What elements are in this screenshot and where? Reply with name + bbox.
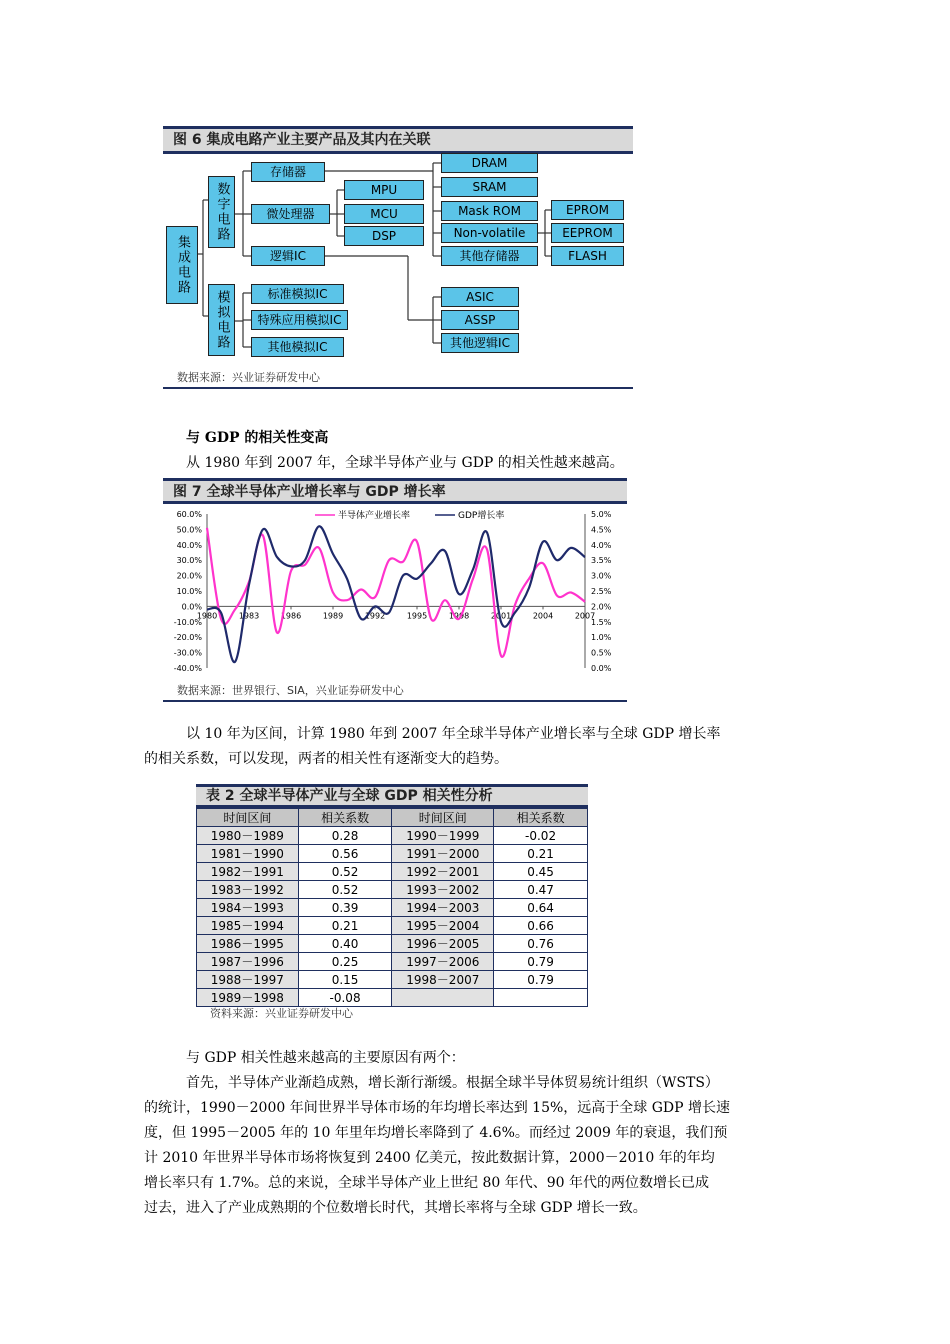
figure-6-title: 图 6 集成电路产业主要产品及其内在关联 bbox=[163, 126, 633, 154]
table-cell: 0.15 bbox=[298, 971, 392, 989]
figure-6-source: 数据来源：兴业证券研发中心 bbox=[163, 369, 633, 389]
table-cell: 1989－1998 bbox=[197, 989, 299, 1007]
left-tick-label: -40.0% bbox=[173, 664, 202, 673]
section1-paragraph: 从 1980 年到 2007 年，全球半导体产业与 GDP 的相关性越来越高。 bbox=[186, 455, 624, 471]
x-tick-label: 1998 bbox=[448, 611, 470, 621]
section3-line5: 计 2010 年世界半导体市场将恢复到 2400 亿美元，按此数据计算，2000－2010 年的年均 bbox=[144, 1150, 715, 1166]
table-cell: 0.25 bbox=[298, 953, 392, 971]
right-tick-label: 2.5% bbox=[591, 587, 612, 596]
node-microprocessor: 微处理器 bbox=[251, 204, 330, 224]
table-cell bbox=[392, 989, 494, 1007]
table-cell: 1993－2002 bbox=[392, 881, 494, 899]
node-dram: DRAM bbox=[441, 153, 538, 173]
node-other-memory: 其他存储器 bbox=[441, 246, 538, 266]
left-tick-label: -20.0% bbox=[173, 633, 202, 643]
node-eeprom: EEPROM bbox=[551, 223, 624, 243]
right-tick-label: 4.5% bbox=[591, 525, 612, 535]
table-cell: 0.64 bbox=[494, 899, 588, 917]
table-row bbox=[197, 863, 588, 881]
table-cell: 1997－2006 bbox=[392, 953, 494, 971]
x-tick-label: 1989 bbox=[322, 611, 344, 621]
section3-line7: 过去，进入了产业成熟期的个位数增长时代，其增长率将与全球 GDP 增长一致。 bbox=[144, 1200, 647, 1216]
node-assp: ASSP bbox=[441, 310, 519, 330]
table-cell: 1980－1989 bbox=[197, 827, 299, 845]
x-tick-label: 1995 bbox=[406, 611, 428, 621]
node-memory: 存储器 bbox=[251, 162, 325, 182]
table-cell: 0.21 bbox=[494, 845, 588, 863]
table-cell: 0.28 bbox=[298, 827, 392, 845]
left-tick-label: 20.0% bbox=[176, 571, 202, 581]
node-asic: ASIC bbox=[441, 287, 519, 307]
x-tick-label: 1986 bbox=[280, 611, 302, 621]
right-tick-label: 3.0% bbox=[591, 571, 612, 581]
table-cell: 1987－1996 bbox=[197, 953, 299, 971]
node-analog: 模拟电路 bbox=[208, 284, 235, 356]
table-2-title: 表 2 全球半导体产业与全球 GDP 相关性分析 bbox=[196, 784, 588, 808]
table-cell: 0.79 bbox=[494, 953, 588, 971]
table-row bbox=[197, 953, 588, 971]
table-cell: 0.56 bbox=[298, 845, 392, 863]
table-cell: 0.40 bbox=[298, 935, 392, 953]
table-row bbox=[197, 827, 588, 845]
right-tick-label: 4.0% bbox=[591, 540, 612, 550]
table-row bbox=[197, 971, 588, 989]
correlation-table bbox=[196, 808, 588, 1007]
table-cell: 1983－1992 bbox=[197, 881, 299, 899]
table-cell: 1981－1990 bbox=[197, 845, 299, 863]
table-cell: 0.66 bbox=[494, 917, 588, 935]
table-2-source: 资料来源：兴业证券研发中心 bbox=[210, 1007, 353, 1020]
section3-line2: 首先，半导体产业渐趋成熟，增长渐行渐缓。根据全球半导体贸易统计组织（WSTS） bbox=[186, 1075, 719, 1091]
table-cell: 1996－2005 bbox=[392, 935, 494, 953]
table-cell: 0.79 bbox=[494, 971, 588, 989]
table-cell: 1985－1994 bbox=[197, 917, 299, 935]
legend-gdp-label: GDP增长率 bbox=[458, 511, 505, 521]
table-cell: 1994－2003 bbox=[392, 899, 494, 917]
node-dsp: DSP bbox=[344, 226, 424, 246]
section3-line4: 度，但 1995－2005 年的 10 年里年均增长率降到了 4.6%。而经过 2009 年的衰退，我们预 bbox=[144, 1125, 728, 1141]
right-tick-label: 0.0% bbox=[591, 664, 612, 673]
section3-line3: 的统计，1990－2000 年间世界半导体市场的年均增长率达到 15%，远高于全球 GDP 增长速 bbox=[144, 1100, 731, 1116]
right-tick-label: 3.5% bbox=[591, 556, 612, 566]
table-cell: 1988－1997 bbox=[197, 971, 299, 989]
table-cell: 0.76 bbox=[494, 935, 588, 953]
section2-line2: 的相关系数，可以发现，两者的相关性有逐渐变大的趋势。 bbox=[144, 751, 508, 767]
table-cell: 1991－2000 bbox=[392, 845, 494, 863]
table-cell: 1990－1999 bbox=[392, 827, 494, 845]
table-cell: 0.52 bbox=[298, 863, 392, 881]
table-cell: 1984－1993 bbox=[197, 899, 299, 917]
node-logic-ic: 逻辑IC bbox=[251, 246, 325, 266]
x-tick-label: 1992 bbox=[364, 611, 386, 621]
table-cell: 1986－1995 bbox=[197, 935, 299, 953]
table-row bbox=[197, 989, 588, 1007]
legend-semiconductor-label: 半导体产业增长率 bbox=[338, 511, 411, 521]
table-row bbox=[197, 881, 588, 899]
table-header: 相关系数 bbox=[298, 809, 392, 827]
table-cell bbox=[494, 989, 588, 1007]
right-tick-label: 5.0% bbox=[591, 510, 612, 519]
left-tick-label: 40.0% bbox=[176, 540, 202, 550]
left-tick-label: -10.0% bbox=[173, 617, 202, 627]
figure-7-title: 图 7 全球半导体产业增长率与 GDP 增长率 bbox=[163, 478, 627, 504]
table-cell: -0.02 bbox=[494, 827, 588, 845]
node-flash: FLASH bbox=[551, 246, 624, 266]
section3-line6: 增长率只有 1.7%。总的来说，全球半导体产业上世纪 80 年代、90 年代的两位数增长已成 bbox=[144, 1175, 709, 1191]
node-digital: 数字电路 bbox=[208, 176, 235, 248]
left-tick-label: 50.0% bbox=[176, 525, 202, 535]
table-row bbox=[197, 899, 588, 917]
node-std-analog: 标准模拟IC bbox=[251, 284, 344, 304]
table-cell: 1982－1991 bbox=[197, 863, 299, 881]
table-row bbox=[197, 845, 588, 863]
node-ic-root: 集成电路 bbox=[166, 226, 198, 304]
left-tick-label: 0.0% bbox=[181, 602, 202, 612]
right-tick-label: 0.5% bbox=[591, 648, 612, 658]
right-tick-label: 2.0% bbox=[591, 602, 612, 612]
node-other-logic: 其他逻辑IC bbox=[441, 333, 519, 353]
table-cell: 1998－2007 bbox=[392, 971, 494, 989]
node-mask-rom: Mask ROM bbox=[441, 201, 538, 221]
series-gdp-line bbox=[207, 526, 585, 662]
section3-line1: 与 GDP 相关性越来越高的主要原因有两个： bbox=[186, 1050, 465, 1066]
node-sram: SRAM bbox=[441, 177, 538, 197]
x-tick-label: 1983 bbox=[238, 611, 260, 621]
left-tick-label: 30.0% bbox=[176, 556, 202, 566]
table-cell: -0.08 bbox=[298, 989, 392, 1007]
table-header: 相关系数 bbox=[494, 809, 588, 827]
table-cell: 0.47 bbox=[494, 881, 588, 899]
table-cell: 0.52 bbox=[298, 881, 392, 899]
x-tick-label: 2001 bbox=[490, 611, 512, 621]
x-tick-label: 2004 bbox=[532, 611, 554, 621]
table-header: 时间区间 bbox=[392, 809, 494, 827]
table-cell: 0.39 bbox=[298, 899, 392, 917]
table-cell: 1992－2001 bbox=[392, 863, 494, 881]
table-cell: 0.45 bbox=[494, 863, 588, 881]
figure-7-chart bbox=[163, 504, 627, 682]
node-eprom: EPROM bbox=[551, 200, 624, 220]
section-heading-gdp: 与 GDP 的相关性变高 bbox=[186, 430, 329, 446]
node-mpu: MPU bbox=[344, 180, 424, 200]
left-tick-label: 60.0% bbox=[176, 510, 202, 519]
table-row bbox=[197, 917, 588, 935]
node-mcu: MCU bbox=[344, 204, 424, 224]
left-tick-label: -30.0% bbox=[173, 648, 202, 658]
x-tick-label: 1980 bbox=[196, 611, 218, 621]
table-cell: 0.21 bbox=[298, 917, 392, 935]
node-non-volatile: Non-volatile bbox=[441, 223, 538, 243]
right-tick-label: 1.5% bbox=[591, 617, 612, 627]
right-tick-label: 1.0% bbox=[591, 633, 612, 643]
table-header: 时间区间 bbox=[197, 809, 299, 827]
section2-line1: 以 10 年为区间，计算 1980 年到 2007 年全球半导体产业增长率与全球 GDP 增长率 bbox=[186, 726, 721, 742]
figure-7-source: 数据来源：世界银行、SIA，兴业证券研发中心 bbox=[163, 682, 627, 702]
table-row bbox=[197, 935, 588, 953]
left-tick-label: 10.0% bbox=[176, 587, 202, 596]
node-other-analog: 其他模拟IC bbox=[251, 337, 344, 357]
table-cell: 1995－2004 bbox=[392, 917, 494, 935]
node-special-analog: 特殊应用模拟IC bbox=[251, 310, 348, 330]
x-tick-label: 2007 bbox=[574, 611, 596, 621]
